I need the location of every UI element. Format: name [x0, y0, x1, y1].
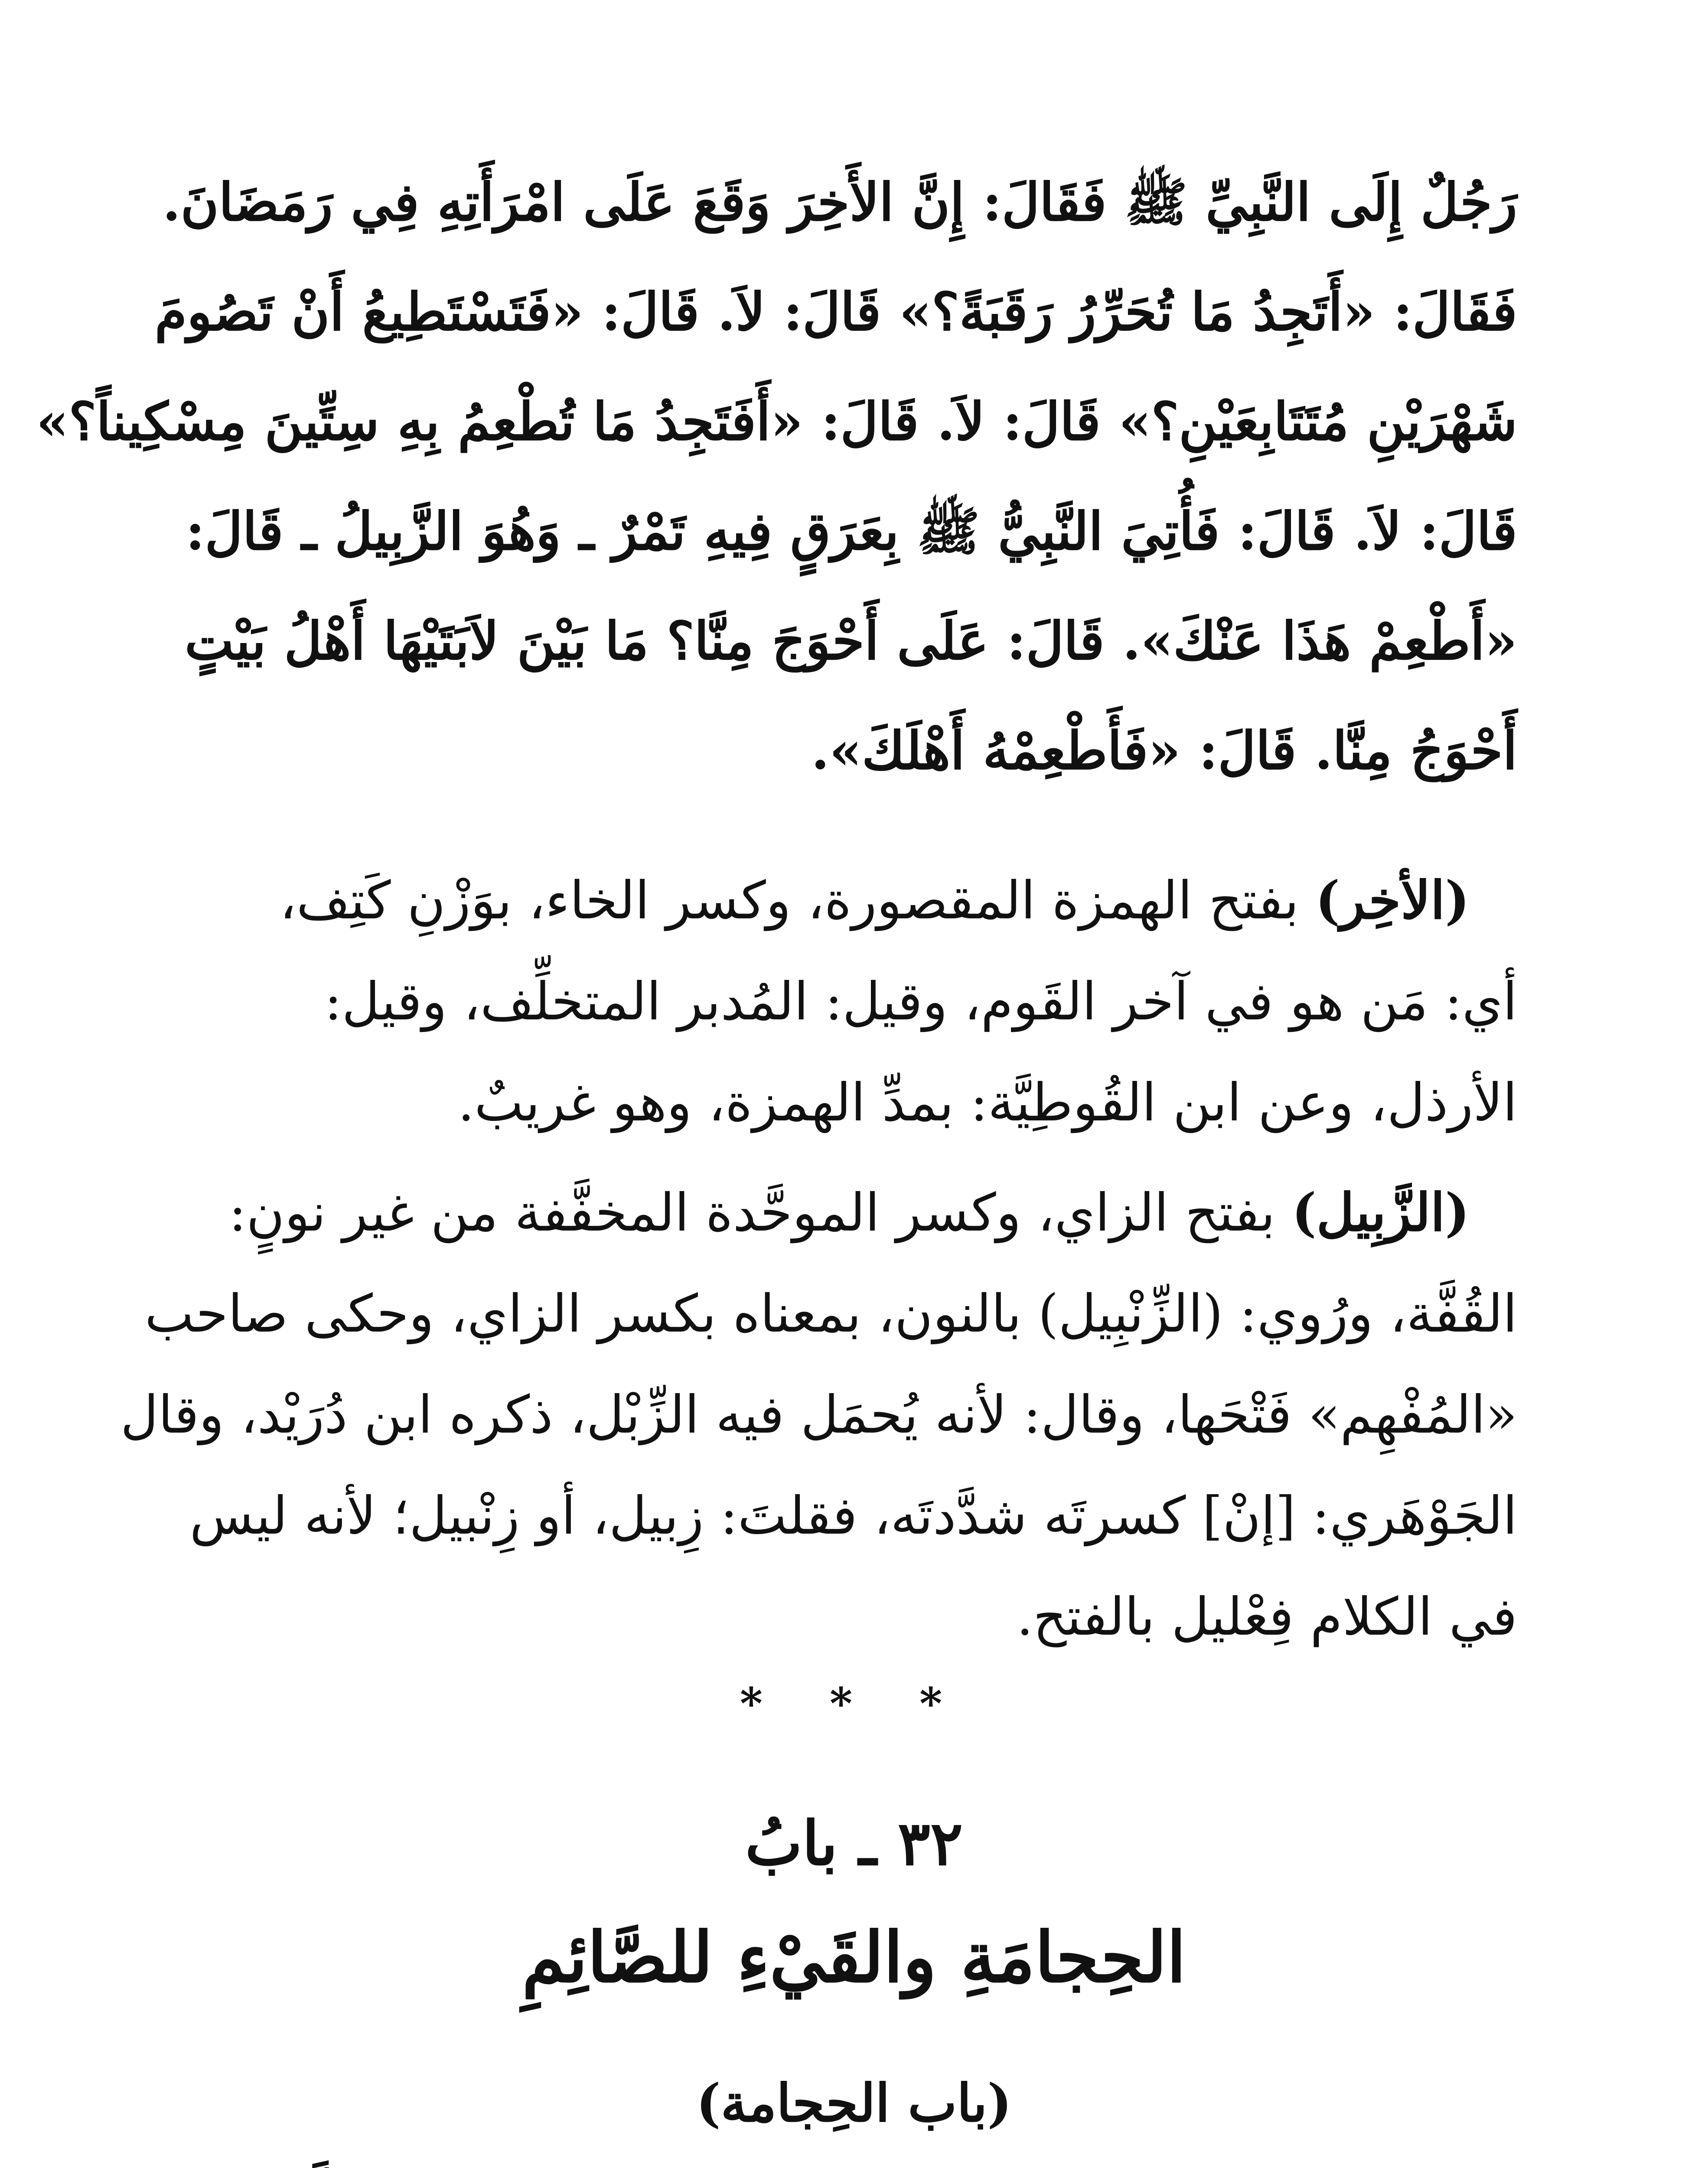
hadith-line: «أَطْعِمْ هَذَا عَنْكَ». قَالَ: عَلَى أَحْوَجَ مِنَّا؟ مَا بَيْنَ لاَبَتَيْهَا أَهْلُ بَيْتٍ [185, 611, 1517, 672]
commentary-akhir [204, 850, 1517, 1153]
hadith-text [36, 147, 1517, 806]
hadith-line: رَجُلٌ إِلَى النَّبِيِّ ﷺ فَقَالَ: إِنَّ الأَخِرَ وَقَعَ عَلَى امْرَأَتِهِ فِي رَمَضَانَ. [162, 172, 1517, 233]
chapter-subheading: (باب الحِجامة) [696, 2073, 1012, 2134]
commentary-zabil [120, 1162, 1517, 1668]
hadith-line: شَهْرَيْنِ مُتَتَابِعَيْنِ؟» قَالَ: لاَ. قَالَ: «أَفَتَجِدُ مَا تُطْعِمُ بِهِ سِتِّينَ مِسْكِيناً؟» [36, 391, 1517, 452]
chapter-title: الحِجامَةِ والقَيْءِ للصَّائِمِ [522, 1917, 1186, 1998]
commentary-line [204, 1162, 1517, 1264]
commentary-line: في الكلام فِعْليل بالفتح. [1017, 1587, 1517, 1647]
hadith-line: قَالَ: لاَ. قَالَ: فَأُتِيَ النَّبِيُّ ﷺ بِعَرَقٍ فِيهِ تَمْرٌ ـ وَهُوَ الزَّبِيلُ ـ قَالَ: [186, 501, 1517, 562]
commentary-line: «المُفْهِم» فَتْحَها، وقال: لأنه يُحمَل فيه الزِّبْل، ذكره ابن دُرَيْد، وقال [120, 1385, 1517, 1445]
hadith-line: أَحْوَجُ مِنَّا. قَالَ: «فَأَطْعِمْهُ أَهْلَكَ». [811, 720, 1517, 781]
section-separator: * * * [740, 1678, 968, 1729]
commentary-line: القُفَّة، ورُوي: (الزِّنْبِيل) بالنون، بمعناه بكسر الزاي، وحكى صاحب [145, 1284, 1517, 1344]
commentary-line: الأرذل، وعن ابن القُوطِيَّة: بمدِّ الهمزة، وهو غريبٌ. [458, 1073, 1517, 1133]
commentary-line: أي: مَن هو في آخر القَوم، وقيل: المُدبر المتخلِّف، وقيل: [324, 972, 1517, 1032]
commentary-term: (الأخِر) [1315, 870, 1470, 931]
commentary-text: بفتح الهمزة المقصورة، وكسر الخاء، بوَزْنِ كَتِف، [280, 871, 1316, 931]
commentary-term: (الزَّبِيل) [1291, 1182, 1470, 1243]
commentary-line [204, 850, 1517, 951]
commentary-text: بفتح الزاي، وكسر الموحَّدة المخفَّفة من غير نونٍ: [228, 1183, 1292, 1243]
chapter-number: ٣٢ ـ بابُ [745, 1808, 963, 1879]
commentary-line: الجَوْهَري: [إنْ] كسرتَه شدَّدتَه، فقلتَ: زِبيل، أو زِنْبيل؛ لأنه ليس [189, 1486, 1517, 1546]
hadith-line: فَقَالَ: «أَتَجِدُ مَا تُحَرِّرُ رَقَبَةً؟» قَالَ: لاَ. قَالَ: «فَتَسْتَطِيعُ أَنْ تَصُومَ [154, 281, 1517, 343]
